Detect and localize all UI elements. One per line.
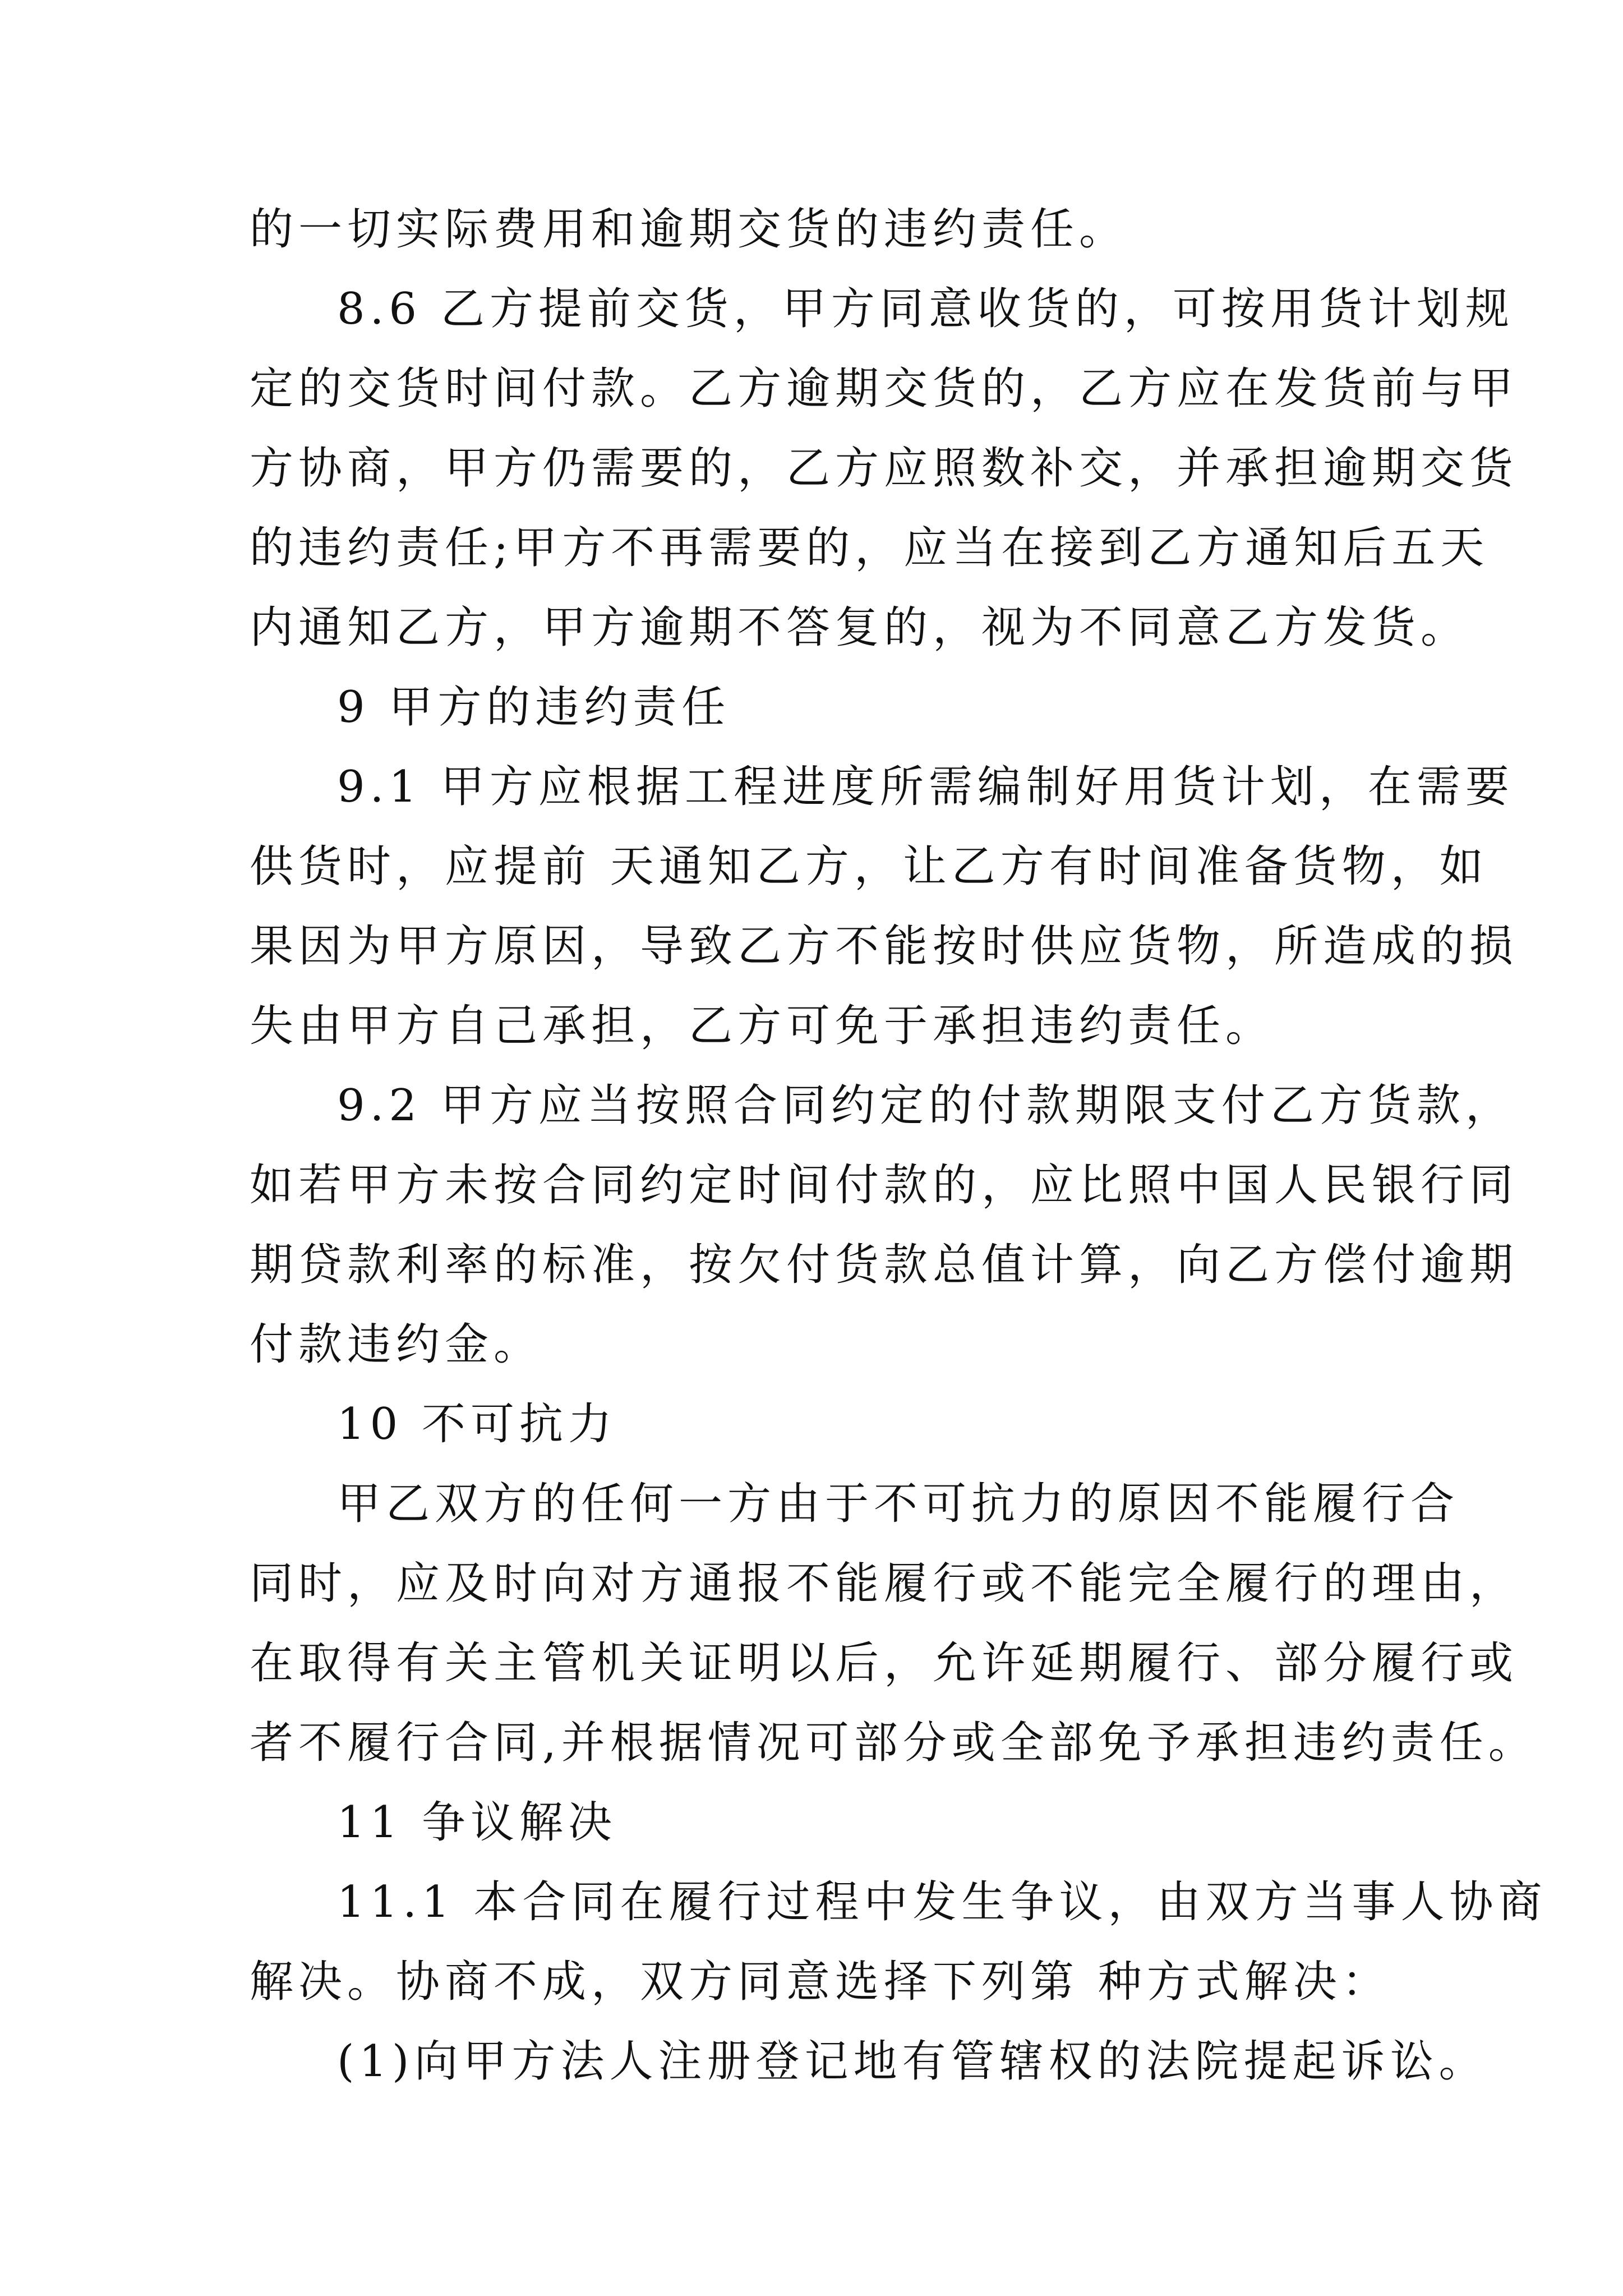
force-majeure-line: 甲乙双方的任何一方由于不可抗力的原因不能履行合 (337, 1479, 1460, 1529)
clause-11-1-line: 11.1 本合同在履行过程中发生争议，由双方当事人协商 (337, 1877, 1547, 1927)
clause-9-2-line: 9.2 甲方应当按照合同约定的付款期限支付乙方货款， (337, 1080, 1514, 1131)
text-line: 定的交货时间付款。乙方逾期交货的，乙方应在发货前与甲 (250, 364, 1519, 414)
text-line: 的违约责任;甲方不再需要的，应当在接到乙方通知后五天 (250, 523, 1490, 573)
text-line: 期贷款利率的标准，按欠付货款总值计算，向乙方偿付逾期 (250, 1240, 1519, 1290)
text-line: 同时，应及时向对方通报不能履行或不能完全履行的理由， (250, 1558, 1519, 1609)
text-line: 内通知乙方，甲方逾期不答复的，视为不同意乙方发货。 (250, 602, 1470, 653)
text-line: 付款违约金。 (250, 1319, 543, 1370)
text-line: 者不履行合同,并根据情况可部分或全部免予承担违约责任。 (250, 1718, 1537, 1768)
section-heading-9: 9 甲方的违约责任 (337, 682, 731, 733)
text-line: 失由甲方自己承担，乙方可免于承担违约责任。 (250, 1001, 1275, 1051)
section-heading-10: 10 不可抗力 (337, 1399, 617, 1450)
clause-8-6-line: 8.6 乙方提前交货，甲方同意收货的，可按用货计划规 (337, 284, 1514, 334)
section-heading-11: 11 争议解决 (337, 1797, 617, 1848)
clause-9-1-line: 9.1 甲方应根据工程进度所需编制好用货计划，在需要 (337, 762, 1514, 812)
text-line: 解决。协商不成，双方同意选择下列第 种方式解决： (250, 1957, 1391, 2007)
text-line: 供货时，应提前 天通知乙方，让乙方有时间准备货物，如 (250, 841, 1488, 892)
text-line: 方协商，甲方仍需要的，乙方应照数补交，并承担逾期交货 (250, 443, 1519, 494)
text-line: 如若甲方未按合同约定时间付款的，应比照中国人民银行同 (250, 1160, 1519, 1211)
text-line: 的一切实际费用和逾期交货的违约责任。 (250, 204, 1128, 255)
document-body (250, 190, 1547, 2101)
text-line: 果因为甲方原因，导致乙方不能按时供应货物，所造成的损 (250, 921, 1519, 972)
text-line: 在取得有关主管机关证明以后，允许延期履行、部分履行或 (250, 1638, 1519, 1688)
option-1-line: (1)向甲方法人注册登记地有管辖权的法院提起诉讼。 (337, 2036, 1488, 2087)
